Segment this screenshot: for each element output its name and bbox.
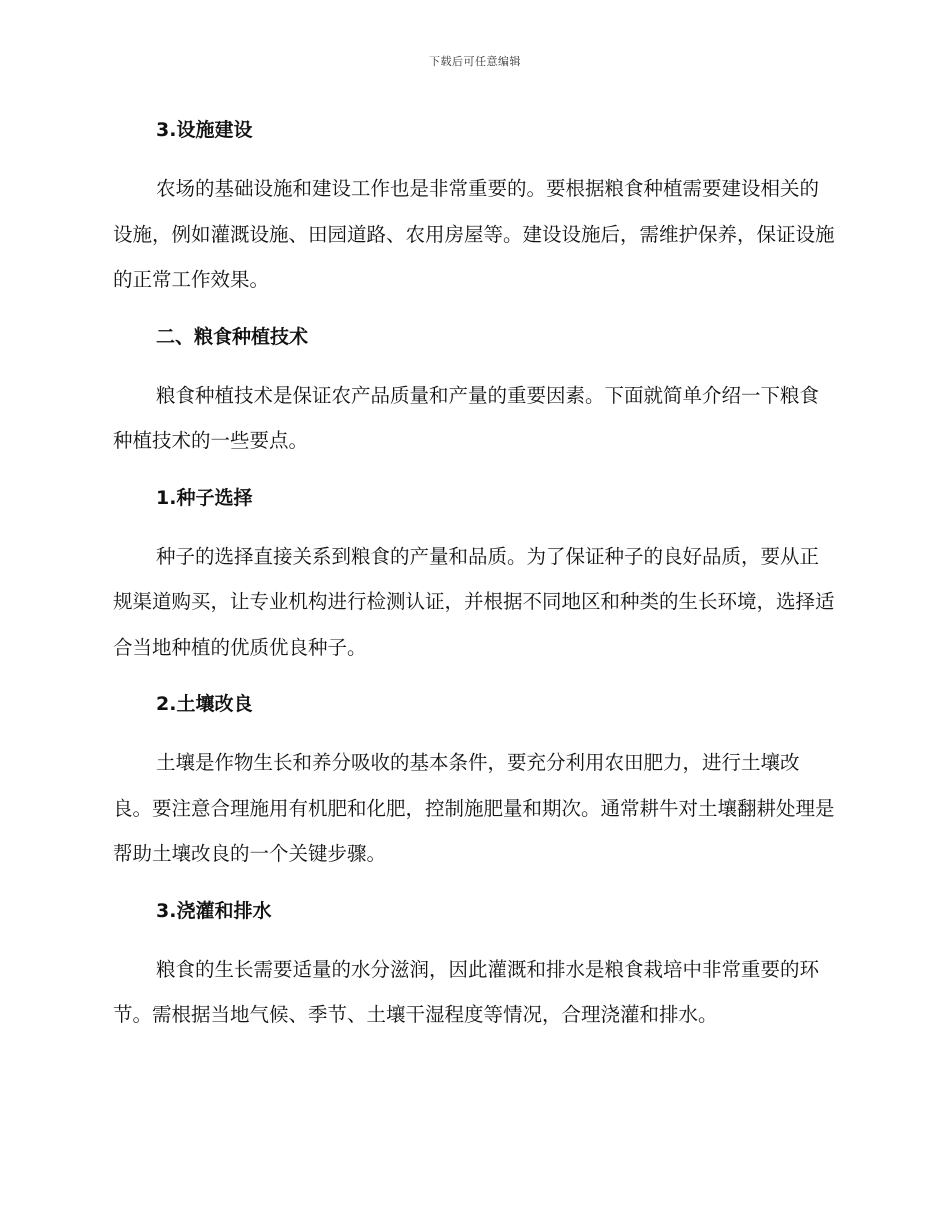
paragraph: 粮食种植技术是保证农产品质量和产量的重要因素。下面就简单介绍一下粮食种植技术的一些要点。 bbox=[113, 383, 820, 452]
paragraph: 农场的基础设施和建设工作也是非常重要的。要根据粮食种植需要建设相关的设施，例如灌溉设施、田园道路、农用房屋等。建设设施后，需维护保养，保证设施的正常工作效果。 bbox=[113, 177, 835, 291]
paragraph: 土壤是作物生长和养分吸收的基本条件，要充分利用农田肥力，进行土壤改良。要注意合理施用有机肥和化肥，控制施肥量和期次。通常耕牛对土壤翻耕处理是帮助土壤改良的一个关键步骤。 bbox=[113, 751, 835, 865]
section-heading: 2.土壤改良 bbox=[156, 693, 253, 715]
section-heading: 3.设施建设 bbox=[156, 119, 253, 141]
section-heading: 1.种子选择 bbox=[156, 486, 253, 509]
section-heading: 二、粮食种植技术 bbox=[156, 325, 309, 348]
paragraph: 粮食的生长需要适量的水分滋润，因此灌溉和排水是粮食栽培中非常重要的环节。需根据当地气候、季节、土壤干湿程度等情况，合理浇灌和排水。 bbox=[113, 957, 820, 1026]
section-heading: 3.浇灌和排水 bbox=[156, 899, 272, 922]
paragraph: 种子的选择直接关系到粮食的产量和品质。为了保证种子的良好品质，要从正规渠道购买，让专业机构进行检测认证，并根据不同地区和种类的生长环境，选择适合当地种植的优质优良种子。 bbox=[113, 544, 835, 659]
document-body bbox=[113, 108, 838, 1050]
page-header: 下载后可任意编辑 bbox=[429, 55, 521, 68]
